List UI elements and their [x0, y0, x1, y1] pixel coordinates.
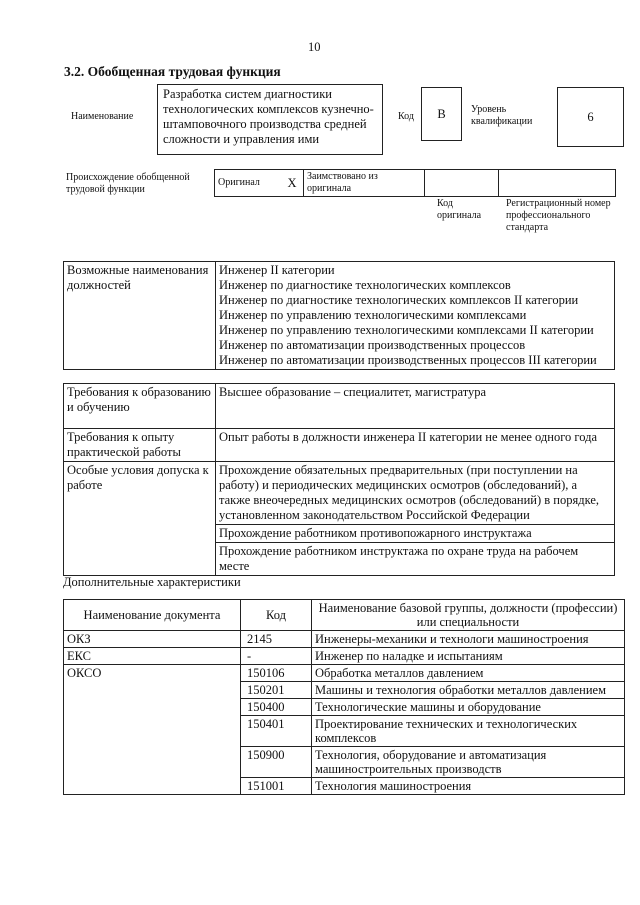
additional-table — [63, 599, 625, 795]
doc-code: 150900 — [241, 747, 312, 778]
code-value: B — [437, 106, 446, 121]
doc-code: 150106 — [241, 665, 312, 682]
orig-code-label: Код оригинала — [437, 198, 482, 221]
doc-code: 150201 — [241, 682, 312, 699]
group-name: Инженеры-механики и технологи машиностроения — [312, 631, 625, 648]
function-name-box — [157, 84, 383, 155]
name-label: Наименование — [71, 111, 134, 122]
original-label: Оригинал — [218, 177, 260, 188]
origin-table — [214, 169, 616, 197]
education-label: Требования к образованию и обучению — [64, 384, 216, 429]
group-name: Технологические машины и оборудование — [312, 699, 625, 716]
condition-item: Прохождение работником инструктажа по охране труда на рабочем месте — [216, 543, 615, 576]
education-value: Высшее образование – специалитет, магистратура — [216, 384, 615, 429]
position-item: Инженер по диагностике технологических комплексов II категории — [219, 293, 579, 307]
reg-number-cell — [499, 170, 616, 197]
borrowed-label: Заимствовано из оригинала — [304, 170, 425, 197]
original-cell — [215, 170, 282, 197]
positions-table — [63, 261, 615, 370]
position-item: Инженер по управлению технологическими комплексами — [219, 308, 527, 322]
orig-code-cell — [425, 170, 499, 197]
additional-title: Дополнительные характеристики — [63, 575, 241, 589]
positions-label: Возможные наименования должностей — [64, 262, 216, 370]
level-value-box — [557, 87, 624, 147]
doc-code: - — [241, 648, 312, 665]
level-value: 6 — [587, 109, 594, 124]
condition-item: Прохождение работником противопожарного инструктажа — [216, 525, 615, 543]
experience-label: Требования к опыту практической работы — [64, 429, 216, 462]
level-label: Уровень квалификации — [471, 104, 533, 127]
code-value-box — [421, 87, 462, 141]
position-item: Инженер по автоматизации производственных процессов III категории — [219, 353, 597, 367]
requirements-table — [63, 383, 615, 576]
doc-code: 150400 — [241, 699, 312, 716]
group-name: Технология, оборудование и автоматизация машиностроительных производств — [312, 747, 625, 778]
header-doc-name: Наименование документа — [64, 600, 241, 631]
doc-name: ОКСО — [64, 665, 241, 795]
group-name: Инженер по наладке и испытаниям — [312, 648, 625, 665]
doc-name: ЕКС — [64, 648, 241, 665]
position-item: Инженер по управлению технологическими комплексами II категории — [219, 323, 594, 337]
doc-code: 150401 — [241, 716, 312, 747]
conditions-label: Особые условия допуска к работе — [64, 462, 216, 576]
position-item: Инженер по диагностике технологических комплексов — [219, 278, 511, 292]
group-name: Проектирование технических и технологических комплексов — [312, 716, 625, 747]
header-code: Код — [241, 600, 312, 631]
group-name: Технология машиностроения — [312, 778, 625, 795]
code-label: Код — [398, 111, 414, 122]
original-mark: Х — [281, 170, 304, 197]
group-name: Машины и технология обработки металлов давлением — [312, 682, 625, 699]
section-title: 3.2. Обобщенная трудовая функция — [64, 64, 281, 79]
doc-code: 151001 — [241, 778, 312, 795]
condition-item: Прохождение обязательных предварительных (при поступлении на работу) и периодических медицинских осмотров (обследований), а также внеочередных медицинских осмотров (обследований) в порядке, установленном законодательством Российской Федерации — [216, 462, 615, 525]
doc-code: 2145 — [241, 631, 312, 648]
function-name: Разработка систем диагностики технологических комплексов кузнечно-штамповочного производства средней сложности и управления ими — [163, 87, 374, 146]
page-number: 10 — [308, 40, 321, 54]
position-item: Инженер II категории — [219, 263, 335, 277]
experience-value: Опыт работы в должности инженера II категории не менее одного года — [216, 429, 615, 462]
header-group-name: Наименование базовой группы, должности (профессии) или специальности — [312, 600, 625, 631]
position-item: Инженер по автоматизации производственных процессов — [219, 338, 526, 352]
doc-name: ОКЗ — [64, 631, 241, 648]
positions-list — [216, 262, 615, 370]
origin-label: Происхождение обобщенной трудовой функции — [66, 172, 190, 195]
reg-number-label: Регистрационный номер профессионального стандарта — [506, 198, 611, 233]
group-name: Обработка металлов давлением — [312, 665, 625, 682]
